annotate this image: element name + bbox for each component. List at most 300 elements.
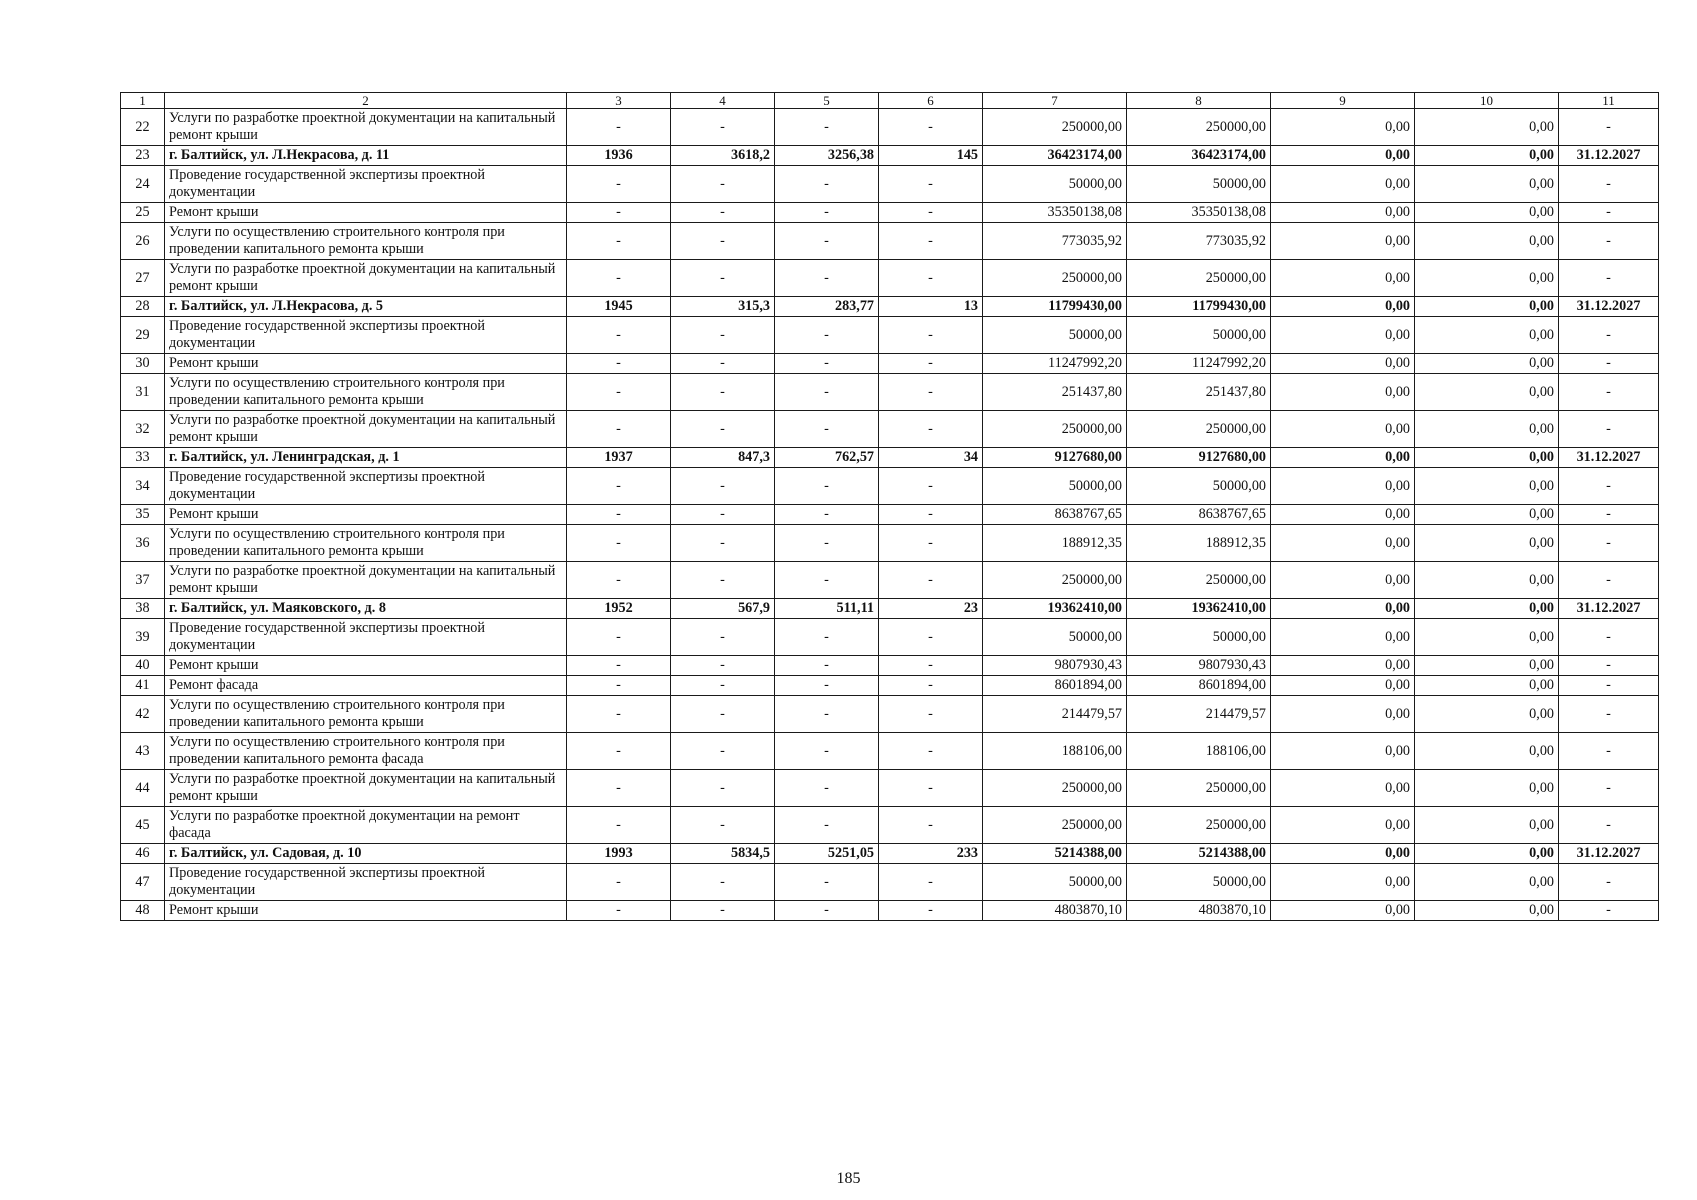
- col-6-cell: 145: [879, 146, 983, 166]
- col-10-cell: 0,00: [1415, 733, 1559, 770]
- col-4-cell: -: [671, 109, 775, 146]
- work-name-cell: Проведение государственной экспертизы проектной документации: [165, 317, 567, 354]
- col-3-cell: -: [567, 656, 671, 676]
- col-5-cell: -: [775, 770, 879, 807]
- col-11-cell: -: [1559, 505, 1659, 525]
- col-10-cell: 0,00: [1415, 901, 1559, 921]
- col-5-cell: -: [775, 864, 879, 901]
- col-11-cell: -: [1559, 354, 1659, 374]
- col-6-cell: -: [879, 733, 983, 770]
- work-name-cell: Ремонт крыши: [165, 203, 567, 223]
- col-3-cell: 1993: [567, 844, 671, 864]
- col-6-cell: -: [879, 619, 983, 656]
- col-10-cell: 0,00: [1415, 297, 1559, 317]
- work-item-row: [121, 656, 1659, 676]
- col-3-cell: -: [567, 505, 671, 525]
- row-number-cell: 28: [121, 297, 165, 317]
- col-6-cell: -: [879, 166, 983, 203]
- col-5-cell: -: [775, 468, 879, 505]
- col-10-cell: 0,00: [1415, 448, 1559, 468]
- col-4-cell: 847,3: [671, 448, 775, 468]
- column-header: 7: [983, 93, 1127, 109]
- col-10-cell: 0,00: [1415, 864, 1559, 901]
- col-8-cell: 50000,00: [1127, 864, 1271, 901]
- col-10-cell: 0,00: [1415, 696, 1559, 733]
- col-4-cell: -: [671, 411, 775, 448]
- work-name-cell: Услуги по разработке проектной документации на капитальный ремонт крыши: [165, 109, 567, 146]
- col-7-cell: 773035,92: [983, 223, 1127, 260]
- col-4-cell: -: [671, 374, 775, 411]
- col-11-cell: -: [1559, 864, 1659, 901]
- col-3-cell: -: [567, 619, 671, 656]
- work-name-cell: Услуги по разработке проектной документации на ремонт фасада: [165, 807, 567, 844]
- col-6-cell: -: [879, 807, 983, 844]
- work-item-row: [121, 733, 1659, 770]
- col-4-cell: -: [671, 656, 775, 676]
- col-11-cell: 31.12.2027: [1559, 297, 1659, 317]
- col-3-cell: -: [567, 733, 671, 770]
- col-3-cell: -: [567, 260, 671, 297]
- col-3-cell: 1952: [567, 599, 671, 619]
- col-8-cell: 188106,00: [1127, 733, 1271, 770]
- col-8-cell: 214479,57: [1127, 696, 1271, 733]
- col-10-cell: 0,00: [1415, 599, 1559, 619]
- col-8-cell: 11247992,20: [1127, 354, 1271, 374]
- col-4-cell: -: [671, 676, 775, 696]
- col-3-cell: 1936: [567, 146, 671, 166]
- col-11-cell: -: [1559, 166, 1659, 203]
- col-6-cell: -: [879, 223, 983, 260]
- work-item-row: [121, 260, 1659, 297]
- col-6-cell: -: [879, 317, 983, 354]
- work-item-row: [121, 203, 1659, 223]
- col-10-cell: 0,00: [1415, 770, 1559, 807]
- col-5-cell: -: [775, 656, 879, 676]
- row-number-cell: 37: [121, 562, 165, 599]
- col-8-cell: 250000,00: [1127, 770, 1271, 807]
- col-8-cell: 4803870,10: [1127, 901, 1271, 921]
- col-10-cell: 0,00: [1415, 505, 1559, 525]
- col-6-cell: -: [879, 203, 983, 223]
- col-5-cell: -: [775, 696, 879, 733]
- col-9-cell: 0,00: [1271, 468, 1415, 505]
- row-number-cell: 47: [121, 864, 165, 901]
- col-4-cell: 5834,5: [671, 844, 775, 864]
- work-name-cell: Проведение государственной экспертизы проектной документации: [165, 166, 567, 203]
- col-8-cell: 250000,00: [1127, 807, 1271, 844]
- col-5-cell: -: [775, 901, 879, 921]
- col-9-cell: 0,00: [1271, 317, 1415, 354]
- col-3-cell: -: [567, 864, 671, 901]
- col-11-cell: -: [1559, 619, 1659, 656]
- row-number-cell: 25: [121, 203, 165, 223]
- work-name-cell: г. Балтийск, ул. Ленинградская, д. 1: [165, 448, 567, 468]
- col-5-cell: -: [775, 733, 879, 770]
- row-number-cell: 32: [121, 411, 165, 448]
- col-6-cell: -: [879, 770, 983, 807]
- col-4-cell: -: [671, 317, 775, 354]
- col-7-cell: 50000,00: [983, 317, 1127, 354]
- col-3-cell: -: [567, 770, 671, 807]
- col-6-cell: -: [879, 696, 983, 733]
- col-4-cell: 3618,2: [671, 146, 775, 166]
- row-number-cell: 36: [121, 525, 165, 562]
- col-4-cell: -: [671, 696, 775, 733]
- col-9-cell: 0,00: [1271, 297, 1415, 317]
- col-6-cell: 13: [879, 297, 983, 317]
- col-7-cell: 188106,00: [983, 733, 1127, 770]
- col-10-cell: 0,00: [1415, 676, 1559, 696]
- col-11-cell: -: [1559, 901, 1659, 921]
- col-9-cell: 0,00: [1271, 733, 1415, 770]
- col-4-cell: -: [671, 807, 775, 844]
- col-7-cell: 8601894,00: [983, 676, 1127, 696]
- col-9-cell: 0,00: [1271, 656, 1415, 676]
- col-10-cell: 0,00: [1415, 354, 1559, 374]
- col-11-cell: -: [1559, 109, 1659, 146]
- col-11-cell: -: [1559, 676, 1659, 696]
- col-11-cell: -: [1559, 770, 1659, 807]
- col-9-cell: 0,00: [1271, 864, 1415, 901]
- work-item-row: [121, 619, 1659, 656]
- col-11-cell: -: [1559, 411, 1659, 448]
- col-11-cell: -: [1559, 525, 1659, 562]
- col-11-cell: -: [1559, 317, 1659, 354]
- col-11-cell: -: [1559, 468, 1659, 505]
- col-8-cell: 50000,00: [1127, 619, 1271, 656]
- col-4-cell: 567,9: [671, 599, 775, 619]
- work-item-row: [121, 864, 1659, 901]
- col-11-cell: -: [1559, 733, 1659, 770]
- col-5-cell: -: [775, 619, 879, 656]
- col-8-cell: 773035,92: [1127, 223, 1271, 260]
- column-header: 3: [567, 93, 671, 109]
- column-header: 4: [671, 93, 775, 109]
- col-11-cell: -: [1559, 656, 1659, 676]
- col-9-cell: 0,00: [1271, 844, 1415, 864]
- document-sheet: [120, 92, 1658, 921]
- work-item-row: [121, 901, 1659, 921]
- col-4-cell: -: [671, 354, 775, 374]
- work-item-row: [121, 411, 1659, 448]
- col-10-cell: 0,00: [1415, 374, 1559, 411]
- col-4-cell: -: [671, 562, 775, 599]
- repair-plan-table: [120, 92, 1659, 921]
- col-3-cell: -: [567, 166, 671, 203]
- col-9-cell: 0,00: [1271, 525, 1415, 562]
- col-10-cell: 0,00: [1415, 468, 1559, 505]
- col-9-cell: 0,00: [1271, 562, 1415, 599]
- row-number-cell: 22: [121, 109, 165, 146]
- work-item-row: [121, 525, 1659, 562]
- col-9-cell: 0,00: [1271, 599, 1415, 619]
- row-number-cell: 43: [121, 733, 165, 770]
- col-5-cell: -: [775, 505, 879, 525]
- col-8-cell: 35350138,08: [1127, 203, 1271, 223]
- col-5-cell: -: [775, 354, 879, 374]
- column-header: 9: [1271, 93, 1415, 109]
- col-3-cell: -: [567, 411, 671, 448]
- row-number-cell: 41: [121, 676, 165, 696]
- row-number-cell: 45: [121, 807, 165, 844]
- col-8-cell: 50000,00: [1127, 317, 1271, 354]
- address-row: [121, 844, 1659, 864]
- col-7-cell: 50000,00: [983, 619, 1127, 656]
- col-5-cell: 5251,05: [775, 844, 879, 864]
- col-4-cell: 315,3: [671, 297, 775, 317]
- col-4-cell: -: [671, 525, 775, 562]
- column-header: 11: [1559, 93, 1659, 109]
- address-row: [121, 297, 1659, 317]
- work-name-cell: Услуги по осуществлению строительного контроля при проведении капитального ремонта крыши: [165, 525, 567, 562]
- col-8-cell: 250000,00: [1127, 109, 1271, 146]
- col-7-cell: 50000,00: [983, 864, 1127, 901]
- col-5-cell: -: [775, 807, 879, 844]
- col-4-cell: -: [671, 770, 775, 807]
- col-8-cell: 5214388,00: [1127, 844, 1271, 864]
- work-name-cell: Услуги по разработке проектной документации на капитальный ремонт крыши: [165, 770, 567, 807]
- col-7-cell: 8638767,65: [983, 505, 1127, 525]
- col-3-cell: -: [567, 562, 671, 599]
- col-8-cell: 250000,00: [1127, 411, 1271, 448]
- work-name-cell: Ремонт крыши: [165, 656, 567, 676]
- col-3-cell: -: [567, 374, 671, 411]
- col-9-cell: 0,00: [1271, 696, 1415, 733]
- row-number-cell: 27: [121, 260, 165, 297]
- col-9-cell: 0,00: [1271, 676, 1415, 696]
- col-8-cell: 11799430,00: [1127, 297, 1271, 317]
- col-4-cell: -: [671, 733, 775, 770]
- col-3-cell: 1945: [567, 297, 671, 317]
- work-name-cell: Услуги по осуществлению строительного контроля при проведении капитального ремонта крыши: [165, 223, 567, 260]
- col-10-cell: 0,00: [1415, 807, 1559, 844]
- col-9-cell: 0,00: [1271, 807, 1415, 844]
- work-name-cell: Ремонт крыши: [165, 354, 567, 374]
- col-4-cell: -: [671, 505, 775, 525]
- col-9-cell: 0,00: [1271, 448, 1415, 468]
- col-7-cell: 35350138,08: [983, 203, 1127, 223]
- col-9-cell: 0,00: [1271, 411, 1415, 448]
- work-name-cell: Ремонт крыши: [165, 901, 567, 921]
- col-4-cell: -: [671, 260, 775, 297]
- col-4-cell: -: [671, 901, 775, 921]
- col-10-cell: 0,00: [1415, 844, 1559, 864]
- col-4-cell: -: [671, 166, 775, 203]
- col-6-cell: -: [879, 656, 983, 676]
- col-5-cell: -: [775, 203, 879, 223]
- col-11-cell: 31.12.2027: [1559, 599, 1659, 619]
- row-number-cell: 33: [121, 448, 165, 468]
- col-9-cell: 0,00: [1271, 901, 1415, 921]
- col-10-cell: 0,00: [1415, 619, 1559, 656]
- col-7-cell: 19362410,00: [983, 599, 1127, 619]
- col-7-cell: 4803870,10: [983, 901, 1127, 921]
- col-11-cell: -: [1559, 696, 1659, 733]
- col-5-cell: -: [775, 411, 879, 448]
- col-5-cell: -: [775, 109, 879, 146]
- col-3-cell: -: [567, 223, 671, 260]
- col-5-cell: -: [775, 166, 879, 203]
- col-11-cell: -: [1559, 562, 1659, 599]
- col-9-cell: 0,00: [1271, 505, 1415, 525]
- col-5-cell: -: [775, 317, 879, 354]
- col-3-cell: 1937: [567, 448, 671, 468]
- col-9-cell: 0,00: [1271, 146, 1415, 166]
- col-11-cell: 31.12.2027: [1559, 448, 1659, 468]
- col-10-cell: 0,00: [1415, 656, 1559, 676]
- col-8-cell: 9127680,00: [1127, 448, 1271, 468]
- col-7-cell: 250000,00: [983, 770, 1127, 807]
- col-8-cell: 251437,80: [1127, 374, 1271, 411]
- col-8-cell: 9807930,43: [1127, 656, 1271, 676]
- col-10-cell: 0,00: [1415, 317, 1559, 354]
- column-number-row: [121, 93, 1659, 109]
- work-item-row: [121, 468, 1659, 505]
- col-6-cell: -: [879, 562, 983, 599]
- col-9-cell: 0,00: [1271, 619, 1415, 656]
- col-7-cell: 11247992,20: [983, 354, 1127, 374]
- work-name-cell: г. Балтийск, ул. Маяковского, д. 8: [165, 599, 567, 619]
- row-number-cell: 44: [121, 770, 165, 807]
- col-7-cell: 250000,00: [983, 807, 1127, 844]
- col-6-cell: -: [879, 411, 983, 448]
- work-item-row: [121, 223, 1659, 260]
- col-3-cell: -: [567, 696, 671, 733]
- col-3-cell: -: [567, 354, 671, 374]
- address-row: [121, 448, 1659, 468]
- work-item-row: [121, 354, 1659, 374]
- col-6-cell: -: [879, 468, 983, 505]
- col-9-cell: 0,00: [1271, 770, 1415, 807]
- col-5-cell: 511,11: [775, 599, 879, 619]
- col-7-cell: 11799430,00: [983, 297, 1127, 317]
- row-number-cell: 34: [121, 468, 165, 505]
- col-10-cell: 0,00: [1415, 146, 1559, 166]
- row-number-cell: 30: [121, 354, 165, 374]
- col-4-cell: -: [671, 203, 775, 223]
- work-name-cell: Услуги по разработке проектной документации на капитальный ремонт крыши: [165, 411, 567, 448]
- address-row: [121, 146, 1659, 166]
- col-6-cell: -: [879, 260, 983, 297]
- col-5-cell: -: [775, 525, 879, 562]
- col-11-cell: -: [1559, 203, 1659, 223]
- col-10-cell: 0,00: [1415, 223, 1559, 260]
- col-8-cell: 250000,00: [1127, 562, 1271, 599]
- column-header: 2: [165, 93, 567, 109]
- work-item-row: [121, 109, 1659, 146]
- col-10-cell: 0,00: [1415, 525, 1559, 562]
- row-number-cell: 24: [121, 166, 165, 203]
- col-7-cell: 50000,00: [983, 468, 1127, 505]
- col-6-cell: 23: [879, 599, 983, 619]
- col-9-cell: 0,00: [1271, 203, 1415, 223]
- col-6-cell: -: [879, 354, 983, 374]
- row-number-cell: 39: [121, 619, 165, 656]
- work-name-cell: Проведение государственной экспертизы проектной документации: [165, 619, 567, 656]
- row-number-cell: 46: [121, 844, 165, 864]
- col-5-cell: -: [775, 562, 879, 599]
- work-name-cell: г. Балтийск, ул. Л.Некрасова, д. 5: [165, 297, 567, 317]
- col-11-cell: -: [1559, 260, 1659, 297]
- work-name-cell: Услуги по осуществлению строительного контроля при проведении капитального ремонта крыши: [165, 374, 567, 411]
- row-number-cell: 26: [121, 223, 165, 260]
- work-item-row: [121, 166, 1659, 203]
- col-4-cell: -: [671, 864, 775, 901]
- col-6-cell: -: [879, 109, 983, 146]
- col-5-cell: -: [775, 676, 879, 696]
- col-8-cell: 188912,35: [1127, 525, 1271, 562]
- column-header: 6: [879, 93, 983, 109]
- col-4-cell: -: [671, 468, 775, 505]
- work-item-row: [121, 562, 1659, 599]
- col-8-cell: 50000,00: [1127, 166, 1271, 203]
- col-7-cell: 251437,80: [983, 374, 1127, 411]
- col-5-cell: 283,77: [775, 297, 879, 317]
- col-5-cell: -: [775, 374, 879, 411]
- work-item-row: [121, 696, 1659, 733]
- work-name-cell: Проведение государственной экспертизы проектной документации: [165, 468, 567, 505]
- col-5-cell: -: [775, 223, 879, 260]
- col-8-cell: 36423174,00: [1127, 146, 1271, 166]
- col-3-cell: -: [567, 807, 671, 844]
- column-header: 5: [775, 93, 879, 109]
- work-name-cell: Проведение государственной экспертизы проектной документации: [165, 864, 567, 901]
- col-10-cell: 0,00: [1415, 260, 1559, 297]
- col-3-cell: -: [567, 468, 671, 505]
- col-7-cell: 214479,57: [983, 696, 1127, 733]
- work-name-cell: г. Балтийск, ул. Л.Некрасова, д. 11: [165, 146, 567, 166]
- column-header: 8: [1127, 93, 1271, 109]
- row-number-cell: 42: [121, 696, 165, 733]
- col-3-cell: -: [567, 901, 671, 921]
- col-10-cell: 0,00: [1415, 109, 1559, 146]
- work-name-cell: Услуги по осуществлению строительного контроля при проведении капитального ремонта фасада: [165, 733, 567, 770]
- col-8-cell: 250000,00: [1127, 260, 1271, 297]
- col-7-cell: 250000,00: [983, 411, 1127, 448]
- work-name-cell: Услуги по разработке проектной документации на капитальный ремонт крыши: [165, 562, 567, 599]
- col-9-cell: 0,00: [1271, 374, 1415, 411]
- col-11-cell: -: [1559, 223, 1659, 260]
- col-5-cell: 762,57: [775, 448, 879, 468]
- work-item-row: [121, 676, 1659, 696]
- col-6-cell: -: [879, 676, 983, 696]
- col-4-cell: -: [671, 619, 775, 656]
- col-3-cell: -: [567, 203, 671, 223]
- col-6-cell: -: [879, 374, 983, 411]
- col-4-cell: -: [671, 223, 775, 260]
- col-8-cell: 50000,00: [1127, 468, 1271, 505]
- col-11-cell: 31.12.2027: [1559, 844, 1659, 864]
- col-7-cell: 5214388,00: [983, 844, 1127, 864]
- column-header: 10: [1415, 93, 1559, 109]
- column-header: 1: [121, 93, 165, 109]
- table-body: [121, 109, 1659, 921]
- col-10-cell: 0,00: [1415, 166, 1559, 203]
- work-item-row: [121, 374, 1659, 411]
- col-10-cell: 0,00: [1415, 411, 1559, 448]
- col-5-cell: 3256,38: [775, 146, 879, 166]
- address-row: [121, 599, 1659, 619]
- col-8-cell: 19362410,00: [1127, 599, 1271, 619]
- col-8-cell: 8601894,00: [1127, 676, 1271, 696]
- col-11-cell: -: [1559, 374, 1659, 411]
- col-6-cell: -: [879, 525, 983, 562]
- row-number-cell: 40: [121, 656, 165, 676]
- work-item-row: [121, 770, 1659, 807]
- col-7-cell: 50000,00: [983, 166, 1127, 203]
- col-7-cell: 250000,00: [983, 562, 1127, 599]
- row-number-cell: 23: [121, 146, 165, 166]
